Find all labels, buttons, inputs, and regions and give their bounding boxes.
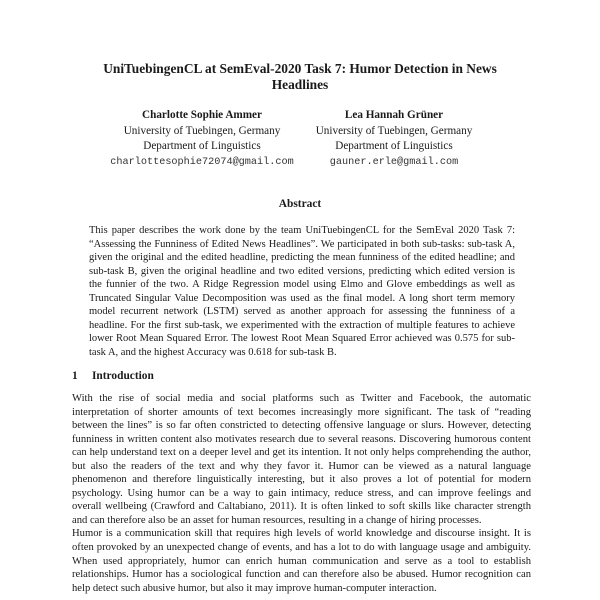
section-heading [72, 370, 154, 382]
section-number: 1 [72, 370, 78, 382]
author-affiliation: University of Tuebingen, Germany [315, 124, 473, 137]
body-paragraph: Humor is a communication skill that requires high levels of world knowledge and discourse insight. It is often provoked by an unexpected change of events, and has a lot to do with language usage and ambiguity. When used appropriately, humor can enrich human communication and serve as a tool to establish relationships. Humor has a sociological function and can therefore also be abused. Humor recognition can help detect such abusive humor, but also it may improve human-computer interaction. [72, 528, 531, 594]
author-department: Department of Linguistics [143, 140, 261, 152]
author-name: Charlotte Sophie Ammer [142, 109, 262, 121]
author-email: gauner.erle@gmail.com [329, 156, 459, 168]
author-department: Department of Linguistics [335, 140, 453, 152]
author-affiliation: University of Tuebingen, Germany [123, 124, 281, 137]
author-block-1 [90, 108, 314, 170]
paper-title: UniTuebingenCL at SemEval-2020 Task 7: Humor Detection in News Headlines [103, 61, 497, 92]
author-name: Lea Hannah Grüner [344, 109, 444, 121]
section-title: Introduction [92, 370, 154, 382]
abstract-text: This paper describes the work done by the team UniTuebingenCL for the SemEval 2020 Task 7: “Assessing the Funniness of Edited News Headlines”. We participated in both sub-tasks: sub-task A, given the original and the edited headline, predicting the mean funniness of the edited headline; and sub-task B, given the original headline and two edited versions, predicting which edited version is the funnier of the two. A Ridge Regression model using Elmo and Glove embeddings as well as Truncated Singular Value Decomposition was used as the final model. A long short term memory model recurrent network (LSTM) served as another approach for assessing the funniness of a headline. For the first sub-task, we experimented with the extraction of multiple features to achieve lower Root Mean Squared Error. The lowest Root Mean Squared Error achieved was 0.575 for sub-task A, and the highest Accuracy was 0.618 for sub-task B. [89, 225, 515, 358]
abstract-heading: Abstract [278, 198, 322, 210]
body-paragraph: With the rise of social media and social platforms such as Twitter and Facebook, the automatic interpretation of shorter amounts of text becomes increasingly more significant. The task of “reading between the lines” is so far often constricted to detecting offensive language or slurs. However, detecting funniness in written content also motivates research due to several reasons. Discovering humorous content can help understand text on a deeper level and get its intention. It not only helps comprehending the author, but also the readers of the text and why they favor it. Humor can be viewed as a natural language phenomenon and therefore linguistically interesting, but it also proves a lot of potential for modern psychology. Using humor can be a way to gain intimacy, reduce stress, and can improve feelings and overall wellbeing (Crawford and Caltabiano, 2011). It is often linked to soft skills like character strength and can therefore also be an asset for human resources, resulting in a change of hiring processes. [72, 393, 531, 526]
author-email: charlottesophie72074@gmail.com [110, 156, 294, 168]
author-block-2 [306, 108, 482, 170]
section-body [72, 392, 531, 595]
